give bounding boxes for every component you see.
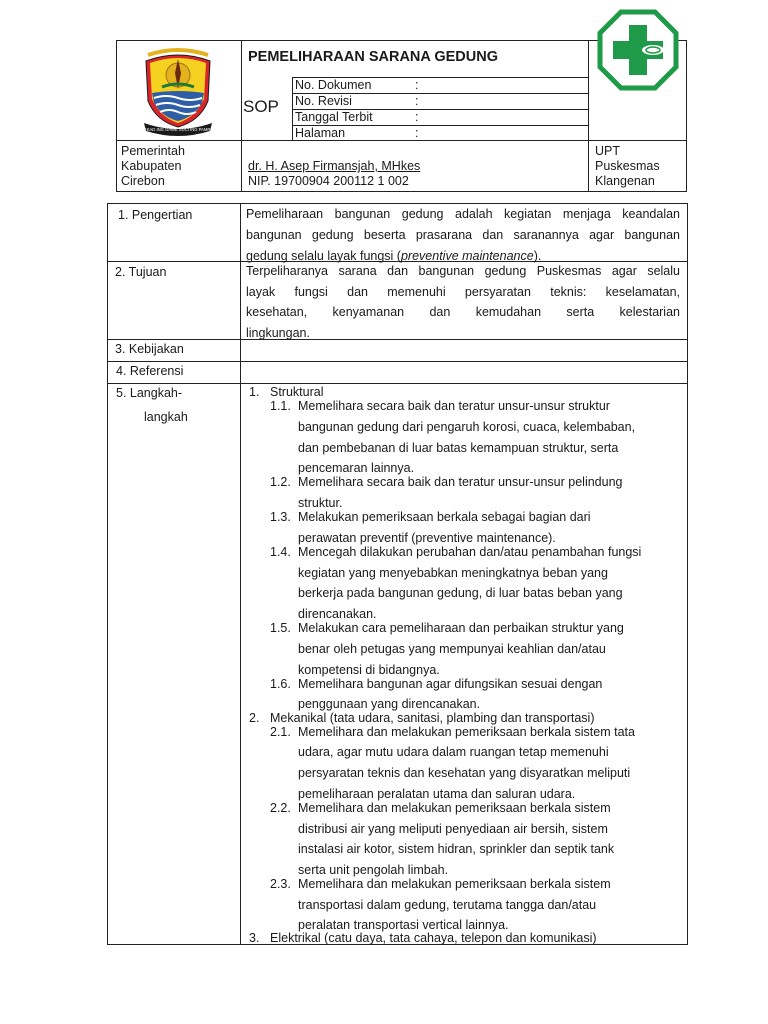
pengertian-last-suffix: ).: [533, 249, 542, 263]
item-line: Memelihara dan melakukan pemeriksaan berkala sistem tata: [298, 725, 635, 739]
item-line: Melakukan pemeriksaan berkala sebagai bagian dari: [298, 510, 591, 524]
puskesmas-cross-icon: [597, 9, 679, 91]
doc-field-number-label: No. Dokumen: [295, 78, 372, 92]
item-line: berkerja pada bangunan gedung, di luar batas beban yang: [298, 586, 623, 600]
left-org-line-3: Cirebon: [121, 174, 165, 188]
item-line: pencemaran lainnya.: [298, 461, 415, 475]
item-line: persyaratan teknis dan kesehatan yang disyaratkan meliputi: [298, 766, 631, 780]
section-label-langkah-cont: langkah: [144, 410, 188, 424]
doc-field-number-sep: :: [415, 78, 419, 92]
item-number: 1.3.: [270, 510, 291, 524]
item-line: Mencegah dilakukan perubahan dan/atau penambahan fungsi: [298, 545, 642, 559]
item-line: perawatan preventif (preventive maintenance).: [298, 531, 556, 545]
item-line: Memelihara dan melakukan pemeriksaan berkala sistem: [298, 877, 611, 891]
item-line: benar oleh petugas yang mempunyai keahlian dan/atau: [298, 642, 606, 656]
left-org-line-1: Pemerintah: [121, 144, 185, 158]
item-line: Memelihara secara baik dan teratur unsur-unsur struktur: [298, 399, 610, 413]
cirebon-crest-icon: [138, 43, 218, 138]
right-org-line-2: Puskesmas: [595, 159, 660, 173]
puskesmas-logo: [597, 9, 679, 91]
tujuan-line: lingkungan.: [246, 326, 310, 340]
group-number: 3.: [249, 931, 260, 945]
tujuan-line: Terpeliharanya sarana dan bangunan gedung Puskesmas agar selalu: [246, 264, 680, 278]
item-line: penggunaan yang direncanakan.: [298, 697, 481, 711]
sop-label: SOP: [243, 97, 279, 116]
item-line: distribusi air yang meliputi penyediaan air bersih, sistem: [298, 822, 608, 836]
item-line: udara, agar mutu udara dalam ruangan tetap memenuhi: [298, 745, 609, 759]
section-label-tujuan: 2. Tujuan: [115, 265, 167, 279]
item-number: 1.4.: [270, 545, 291, 559]
right-org-line-1: UPT: [595, 144, 620, 158]
item-line: struktur.: [298, 496, 343, 510]
signer-nip: NIP. 19700904 200112 1 002: [248, 174, 409, 188]
group-number: 1.: [249, 385, 260, 399]
item-line: instalasi air kotor, sistem hidran, sprinkler dan septik tank: [298, 842, 615, 856]
item-line: transportasi dalam gedung, terutama tangga dan/atau: [298, 898, 597, 912]
section-label-kebijakan: 3. Kebijakan: [115, 342, 184, 356]
item-line: bangunan gedung dari pengaruh korosi, cuaca, kelembaban,: [298, 420, 636, 434]
group-title: Elektrikal (catu daya, tata cahaya, telepon dan komunikasi): [270, 931, 597, 945]
section-label-langkah: 5. Langkah-: [116, 386, 183, 400]
item-number: 1.1.: [270, 399, 291, 413]
item-line: dan pembebanan di luar batas kemampuan struktur, serta: [298, 441, 619, 455]
item-number: 1.5.: [270, 621, 291, 635]
pengertian-line: [246, 249, 541, 263]
item-line: serta unit pengolah limbah.: [298, 863, 449, 877]
item-number: 1.2.: [270, 475, 291, 489]
item-number: 2.1.: [270, 725, 291, 739]
doc-field-page-label: Halaman: [295, 126, 346, 140]
right-org-line-3: Klangenan: [595, 174, 655, 188]
left-org-line-2: Kabupaten: [121, 159, 182, 173]
group-title: Struktural: [270, 385, 324, 399]
doc-field-revision-label: No. Revisi: [295, 94, 352, 108]
item-line: kegiatan yang menyebabkan meningkatnya beban yang: [298, 566, 608, 580]
section-label-referensi: 4. Referensi: [116, 364, 184, 378]
item-line: direncanakan.: [298, 607, 377, 621]
group-title: Mekanikal (tata udara, sanitasi, plambing dan transportasi): [270, 711, 595, 725]
item-line: Memelihara secara baik dan teratur unsur-unsur pelindung: [298, 475, 623, 489]
pengertian-last-prefix: gedung selalu layak fungsi (: [246, 249, 401, 263]
pengertian-line: bangunan gedung beserta prasarana dan saranannya agar bangunan: [246, 228, 680, 242]
item-line: peralatan transportasi vertical lainnya.: [298, 918, 509, 932]
tujuan-line: layak fungsi dan memenuhi persyaratan teknis: keselamatan,: [246, 285, 680, 299]
item-line: pemeliharaan peralatan utama dan saluran udara.: [298, 787, 576, 801]
pengertian-last-italic: preventive maintenance: [400, 249, 534, 263]
signer-name: dr. H. Asep Firmansjah, MHkes: [248, 159, 421, 173]
item-number: 1.6.: [270, 677, 291, 691]
section-label-pengertian: 1. Pengertian: [118, 208, 193, 222]
group-number: 2.: [249, 711, 260, 725]
doc-field-issue-date-label: Tanggal Terbit: [295, 110, 373, 124]
item-line: Melakukan cara pemeliharaan dan perbaikan struktur yang: [298, 621, 624, 635]
pengertian-line: Pemeliharaan bangunan gedung adalah kegiatan menjaga keandalan: [246, 207, 680, 221]
doc-field-page-sep: :: [415, 126, 419, 140]
item-number: 2.3.: [270, 877, 291, 891]
motto-text: TEKAD ING GAWE SUCI ING PAMRIH: [141, 127, 215, 132]
doc-field-issue-date-sep: :: [415, 110, 419, 124]
kabupaten-cirebon-logo: [138, 43, 218, 138]
item-line: Memelihara dan melakukan pemeriksaan berkala sistem: [298, 801, 611, 815]
item-number: 2.2.: [270, 801, 291, 815]
document-title: PEMELIHARAAN SARANA GEDUNG: [248, 49, 498, 65]
tujuan-line: kesehatan, kenyamanan dan kemudahan serta kelestarian: [246, 305, 680, 319]
item-line: Memelihara bangunan agar difungsikan sesuai dengan: [298, 677, 603, 691]
item-line: kompetensi di bidangnya.: [298, 663, 440, 677]
doc-field-revision-sep: :: [415, 94, 419, 108]
